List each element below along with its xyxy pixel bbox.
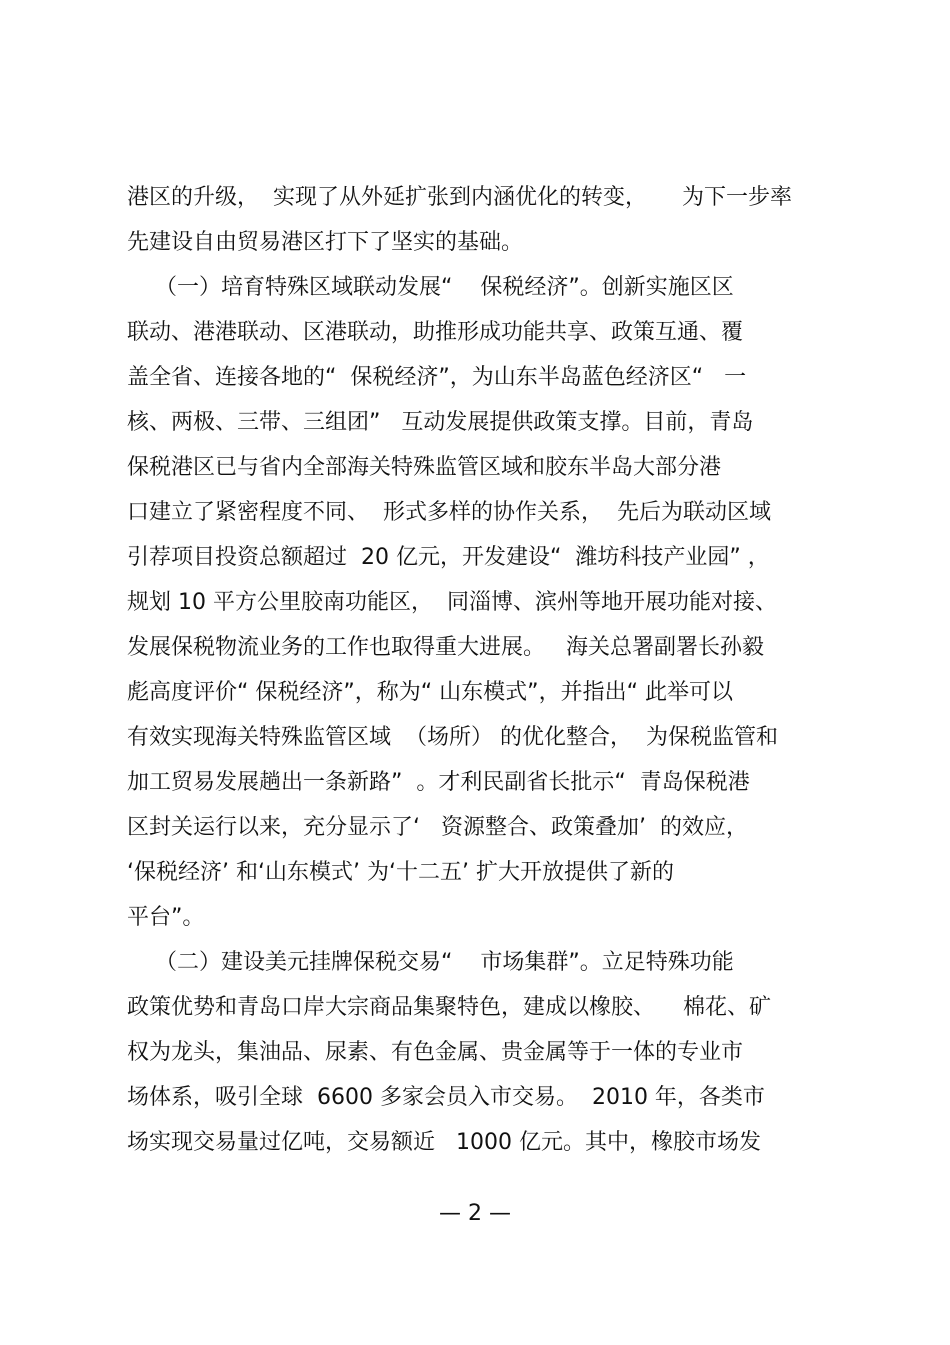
body-text-line: 规划 10 平方公里胶南功能区， 同淄博、滨州等地开展功能对接、 [127,590,777,615]
body-text-line: 加工贸易发展趟出一条新路” 。才利民副省长批示“ 青岛保税港 [127,770,750,795]
body-text-line: 先建设自由贸易港区打下了坚实的基础。 [127,230,524,255]
body-text-line: 权为龙头，集油品、尿素、有色金属、贵金属等于一体的专业市 [127,1040,744,1065]
body-text-line: 盖全省、连接各地的“ 保税经济”，为山东半岛蓝色经济区“ 一 [127,365,747,390]
body-text-line: 彪高度评价“ 保税经济”，称为“ 山东模式”，并指出“ 此举可以 [127,680,733,705]
body-text-line: 核、两极、三带、三组团” 互动发展提供政策支撑。目前，青岛 [127,410,754,435]
body-text-line: 口建立了紧密程度不同、 形式多样的协作关系， 先后为联动区域 [127,500,771,525]
body-text-line: 政策优势和青岛口岸大宗商品集聚特色，建成以橡胶、 棉花、矿 [127,995,771,1020]
paragraph-1-first-line: （一）培育特殊区域联动发展“ 保税经济”。创新实施区区 [127,275,734,300]
body-text-line: 有效实现海关特殊监管区域 （场所） 的优化整合， 为保税监管和 [127,725,778,750]
body-text-line: 保税港区已与省内全部海关特殊监管区域和胶东半岛大部分港 [127,455,722,480]
body-text-line: 引荐项目投资总额超过 20 亿元，开发建设“ 潍坊科技产业园” ， [127,545,770,570]
body-text-line: 联动、港港联动、区港联动，助推形成功能共享、政策互通、覆 [127,320,744,345]
body-text-line: 场实现交易量过亿吨，交易额近 1000 亿元。其中，橡胶市场发 [127,1130,761,1155]
body-text-line: 区封关运行以来，充分显示了‘ 资源整合、政策叠加’ 的效应， [127,815,748,840]
body-text-line: 发展保税物流业务的工作也取得重大进展。 海关总署副署长孙毅 [127,635,764,660]
page-number: — 2 — [439,1201,511,1226]
body-text-line: 场体系，吸引全球 6600 多家会员入市交易。 2010 年，各类市 [127,1085,765,1110]
body-text-line: 平台”。 [127,905,205,930]
body-text-line: ‘保税经济’ 和‘山东模式’ 为‘十二五’ 扩大开放提供了新的 [127,860,674,885]
paragraph-2-first-line: （二）建设美元挂牌保税交易“ 市场集群”。立足特殊功能 [127,950,734,975]
body-text-line: 港区的升级， 实现了从外延扩张到内涵优化的转变， 为下一步率 [127,185,792,210]
